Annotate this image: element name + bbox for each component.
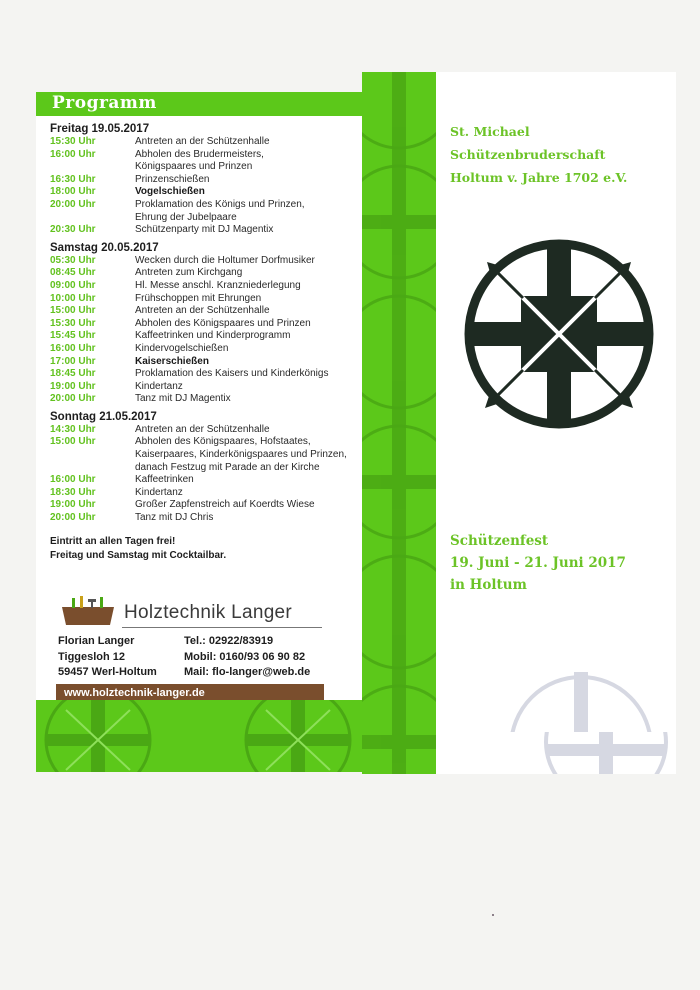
event-time: 16:00 Uhr <box>50 474 96 486</box>
day-heading: Sonntag 21.05.2017 <box>50 410 157 423</box>
event-description: Großer Zapfenstreich auf Koerdts Wiese <box>135 499 315 511</box>
schedule-row <box>50 149 360 174</box>
event-time: 16:00 Uhr <box>50 342 96 354</box>
contact-mobile: Mobil: 0160/93 06 90 82 <box>184 650 306 663</box>
event-description: Kindertanz <box>135 486 183 498</box>
schedule-row <box>50 136 360 149</box>
schedule-row <box>50 512 360 525</box>
company-name: Holztechnik Langer <box>124 602 293 623</box>
schedule-row <box>50 356 360 369</box>
event-time: 09:00 Uhr <box>50 279 96 291</box>
faded-emblem-pattern <box>362 72 436 774</box>
day-heading: Samstag 20.05.2017 <box>50 241 159 254</box>
event-description: Kaffeetrinken und Kinderprogramm <box>135 330 291 342</box>
contact-street: Tiggesloh 12 <box>58 650 126 663</box>
event-description: Wecken durch die Holtumer Dorfmusiker <box>135 254 315 266</box>
contact-phone: Tel.: 02922/83919 <box>184 635 274 647</box>
event-time: 18:45 Uhr <box>50 368 96 380</box>
event-description: Schützenparty mit DJ Magentix <box>135 224 274 236</box>
schedule-row <box>50 267 360 280</box>
event-time: 05:30 Uhr <box>50 254 96 266</box>
festival-line-3: in Holtum <box>450 577 527 593</box>
schedule-row <box>50 224 360 237</box>
club-line-2: Schützenbruderschaft <box>450 147 606 162</box>
schedule-row <box>50 174 360 187</box>
schedule-row <box>50 343 360 356</box>
event-time: 20:00 Uhr <box>50 512 96 524</box>
event-time: 17:00 Uhr <box>50 355 96 367</box>
event-time: 10:00 Uhr <box>50 292 96 304</box>
center-green-strip <box>362 72 436 774</box>
schedule-row <box>50 381 360 394</box>
schedule-row <box>50 330 360 343</box>
event-time: 20:30 Uhr <box>50 224 96 236</box>
schedule-row <box>50 487 360 500</box>
faded-emblem-pattern-bottom <box>36 700 362 772</box>
event-description: Frühschoppen mit Ehrungen <box>135 292 262 304</box>
event-time: 16:00 Uhr <box>50 148 96 160</box>
cover-panel <box>436 72 676 732</box>
event-description: Antreten an der Schützenhalle <box>135 305 270 317</box>
website-bar: www.holztechnik-langer.de <box>56 684 324 702</box>
event-description: Kindervogelschießen <box>135 342 229 354</box>
contact-mail: Mail: flo-langer@web.de <box>184 666 311 678</box>
event-description: Vogelschießen <box>135 186 205 198</box>
schedule-row <box>50 305 360 318</box>
event-description: Prinzenschießen <box>135 173 210 185</box>
schedule-row <box>50 499 360 512</box>
schedule-row <box>50 293 360 306</box>
faded-emblem-pattern-cover <box>436 732 676 774</box>
programme-header-bar <box>36 92 362 116</box>
event-description: Abholen des Königspaares und Prinzen <box>135 317 311 329</box>
event-description: Tanz mit DJ Chris <box>135 512 214 524</box>
event-description: Antreten an der Schützenhalle <box>135 136 270 147</box>
event-description: Antreten zum Kirchgang <box>135 267 243 279</box>
schedule-row <box>50 436 360 474</box>
event-time: 15:45 Uhr <box>50 330 96 342</box>
schedule-row <box>50 255 360 268</box>
club-name <box>450 120 627 189</box>
scan-speck <box>492 914 494 916</box>
festival-line-2: 19. Juni - 21. Juni 2017 <box>450 555 626 571</box>
schedule-row <box>50 393 360 406</box>
schedule-row <box>50 199 360 224</box>
entry-notes <box>50 535 360 563</box>
event-description: Proklamation des Königs und Prinzen, Ehrung der Jubelpaare <box>135 198 305 223</box>
day-heading: Freitag 19.05.2017 <box>50 123 150 135</box>
bottom-green-band <box>36 700 362 772</box>
contact-city: 59457 Werl-Holtum <box>58 666 157 678</box>
event-description: Kaffeetrinken <box>135 474 194 486</box>
event-time: 19:00 Uhr <box>50 380 96 392</box>
programme-title: Programm <box>52 93 157 113</box>
cover-bottom-band <box>436 732 676 774</box>
club-line-3: Holtum v. Jahre 1702 e.V. <box>450 170 628 185</box>
schedule-row <box>50 368 360 381</box>
entry-note: Eintritt an allen Tagen frei! <box>50 535 176 547</box>
club-line-1: St. Michael <box>450 124 530 139</box>
cross-arrows-emblem-icon <box>461 236 657 432</box>
event-time: 18:00 Uhr <box>50 186 96 198</box>
festival-line-1: Schützenfest <box>450 533 549 549</box>
event-description: Kindertanz <box>135 380 183 392</box>
schedule-row <box>50 280 360 293</box>
event-time: 20:00 Uhr <box>50 198 96 210</box>
toolbox-icon <box>58 595 118 627</box>
company-divider <box>122 627 322 628</box>
event-time: 15:00 Uhr <box>50 305 96 317</box>
contact-name: Florian Langer <box>58 635 135 647</box>
event-description: Proklamation des Kaisers und Kinderkönigs <box>135 368 329 380</box>
event-time: 14:30 Uhr <box>50 423 96 435</box>
schedule <box>50 122 360 563</box>
event-description: Antreten an der Schützenhalle <box>135 423 270 435</box>
event-description: Abholen des Brudermeisters, Königspaares und Prinzen <box>135 148 264 173</box>
festival-info <box>450 530 626 596</box>
event-time: 19:00 Uhr <box>50 499 96 511</box>
faded-emblem-watermark <box>506 672 656 732</box>
programme-panel <box>36 92 362 772</box>
event-time: 16:30 Uhr <box>50 173 96 185</box>
event-time: 15:30 Uhr <box>50 317 96 329</box>
entry-note: Freitag und Samstag mit Cocktailbar. <box>50 549 227 561</box>
schedule-row <box>50 318 360 331</box>
event-description: Abholen des Königspaares, Hofstaates, Kaiserpaares, Kinderkönigspaares und Prinzen, danach Festzug mit Parade an der Kirche <box>135 436 347 473</box>
event-time: 15:00 Uhr <box>50 436 96 448</box>
event-description: Tanz mit DJ Magentix <box>135 393 231 405</box>
schedule-row <box>50 424 360 437</box>
event-description: Kaiserschießen <box>135 355 209 367</box>
event-time: 15:30 Uhr <box>50 136 96 147</box>
event-time: 20:00 Uhr <box>50 393 96 405</box>
event-description: Hl. Messe anschl. Kranzniederlegung <box>135 279 301 291</box>
schedule-row <box>50 474 360 487</box>
schedule-row <box>50 186 360 199</box>
event-time: 08:45 Uhr <box>50 267 96 279</box>
event-time: 18:30 Uhr <box>50 486 96 498</box>
